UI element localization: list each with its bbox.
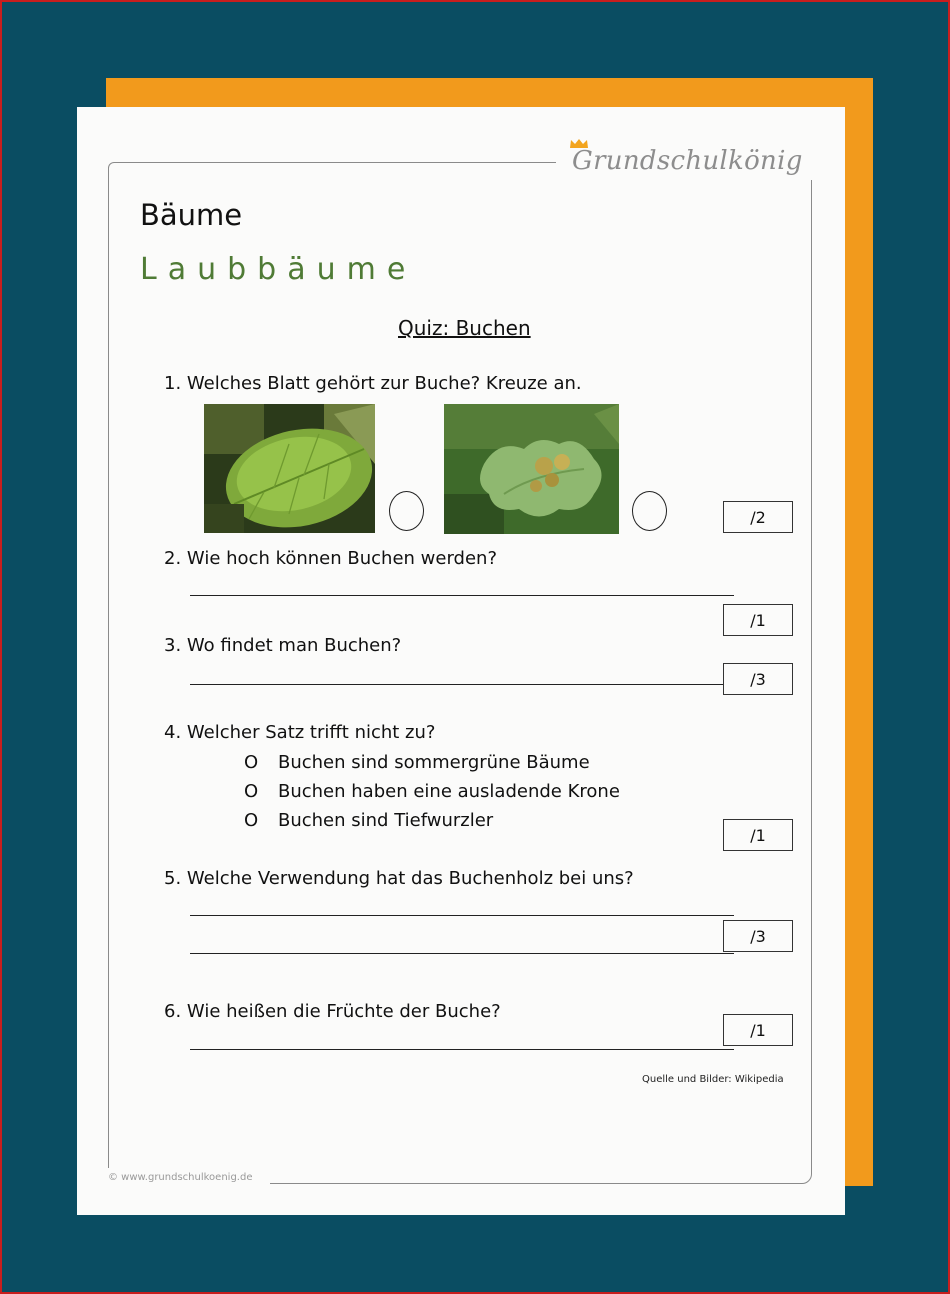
option-2[interactable]	[244, 781, 620, 802]
option-bullet[interactable]: O	[244, 810, 259, 831]
oak-leaf-photo	[444, 404, 619, 534]
question-text: Welches Blatt gehört zur Buche? Kreuze an.	[186, 373, 582, 394]
question-2	[164, 548, 497, 569]
question-number: 5.	[164, 868, 182, 889]
question-3	[164, 635, 401, 656]
option-1[interactable]	[244, 752, 590, 773]
brand-logo: Grundschulkönig	[572, 146, 803, 176]
score-box-6[interactable]: /1	[723, 1014, 793, 1046]
question-text: Wo findet man Buchen?	[186, 635, 402, 656]
question-6	[164, 1001, 501, 1022]
answer-line-3[interactable]	[190, 684, 723, 685]
question-text: Welche Verwendung hat das Buchenholz bei uns?	[186, 868, 634, 889]
answer-circle-oak[interactable]	[632, 491, 667, 531]
copyright-note: © www.grundschulkoenig.de	[108, 1172, 253, 1183]
option-text: Buchen haben eine ausladende Krone	[278, 781, 620, 802]
score-box-3[interactable]: /3	[723, 663, 793, 695]
option-bullet[interactable]: O	[244, 752, 259, 773]
answer-circle-beech[interactable]	[389, 491, 424, 531]
question-number: 2.	[164, 548, 182, 569]
question-1	[164, 373, 582, 394]
question-number: 3.	[164, 635, 182, 656]
option-text: Buchen sind Tiefwurzler	[278, 810, 494, 831]
option-bullet[interactable]: O	[244, 781, 259, 802]
page-title: Bäume	[140, 198, 243, 232]
source-note: Quelle und Bilder: Wikipedia	[642, 1074, 784, 1085]
question-number: 4.	[164, 722, 182, 743]
question-text: Wie hoch können Buchen werden?	[186, 548, 497, 569]
question-text: Wie heißen die Früchte der Buche?	[186, 1001, 501, 1022]
beech-leaf-photo	[204, 404, 375, 533]
answer-line-5a[interactable]	[190, 915, 734, 916]
answer-line-2[interactable]	[190, 595, 734, 596]
question-number: 1.	[164, 373, 182, 394]
quiz-title: Quiz: Buchen	[398, 316, 531, 340]
score-box-5[interactable]: /3	[723, 920, 793, 952]
question-text: Welcher Satz trifft nicht zu?	[186, 722, 436, 743]
answer-line-6[interactable]	[190, 1049, 734, 1050]
question-5	[164, 868, 634, 889]
question-number: 6.	[164, 1001, 182, 1022]
score-box-1[interactable]: /2	[723, 501, 793, 533]
option-text: Buchen sind sommergrüne Bäume	[278, 752, 590, 773]
option-3[interactable]	[244, 810, 493, 831]
answer-line-5b[interactable]	[190, 953, 734, 954]
score-box-2[interactable]: /1	[723, 604, 793, 636]
page-subtitle: Laubbäume	[140, 252, 417, 287]
score-box-4[interactable]: /1	[723, 819, 793, 851]
question-4	[164, 722, 435, 743]
